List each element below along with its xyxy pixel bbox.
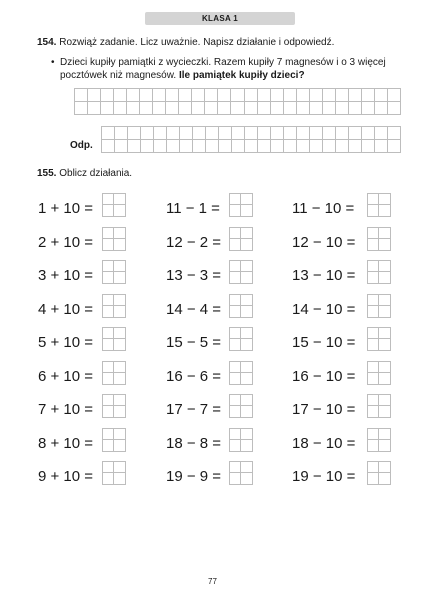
- grid-cell[interactable]: [140, 89, 153, 102]
- answer-box-cell[interactable]: [103, 328, 114, 339]
- grid-cell[interactable]: [284, 89, 297, 102]
- grid-cell[interactable]: [297, 102, 310, 115]
- answer-box-cell[interactable]: [368, 462, 379, 473]
- answer-box[interactable]: [229, 294, 253, 318]
- answer-box-cell[interactable]: [379, 261, 390, 272]
- grid-cell[interactable]: [297, 127, 310, 140]
- answer-box-cell[interactable]: [241, 306, 252, 317]
- answer-box-cell[interactable]: [241, 295, 252, 306]
- grid-cell[interactable]: [231, 89, 244, 102]
- grid-cell[interactable]: [127, 89, 140, 102]
- answer-box[interactable]: [229, 461, 253, 485]
- equation-text: 1 + 10 =: [38, 200, 94, 217]
- equation-text: 19 − 9 =: [166, 468, 222, 485]
- equation-text: 4 + 10 =: [38, 300, 94, 318]
- grid-cell[interactable]: [323, 127, 336, 140]
- grid-cell[interactable]: [167, 140, 180, 153]
- problem-question: Ile pamiątek kupiły dzieci?: [178, 70, 305, 81]
- grid-cell[interactable]: [349, 102, 362, 115]
- answer-box[interactable]: [102, 260, 126, 284]
- grid-cell[interactable]: [206, 140, 219, 153]
- grid-cell[interactable]: [154, 127, 167, 140]
- answer-box-cell[interactable]: [230, 306, 241, 317]
- answer-box-cell[interactable]: [103, 395, 114, 406]
- answer-box-cell[interactable]: [379, 406, 390, 417]
- grid-cell[interactable]: [101, 89, 114, 102]
- grid-cell[interactable]: [323, 89, 336, 102]
- answer-box-cell[interactable]: [241, 261, 252, 272]
- answer-grid[interactable]: [101, 126, 401, 153]
- answer-box-cell[interactable]: [241, 228, 252, 239]
- answer-box-cell[interactable]: [379, 473, 390, 484]
- grid-cell[interactable]: [349, 140, 362, 153]
- answer-box[interactable]: [229, 193, 253, 217]
- equation-text: 2 + 10 =: [38, 233, 94, 251]
- grid-cell[interactable]: [115, 127, 128, 140]
- grid-cell[interactable]: [362, 140, 375, 153]
- answer-box-cell[interactable]: [114, 395, 125, 406]
- answer-box[interactable]: [229, 394, 253, 418]
- grid-cell[interactable]: [219, 140, 232, 153]
- answer-box-cell[interactable]: [230, 473, 241, 484]
- grid-cell[interactable]: [336, 127, 349, 140]
- answer-box-cell[interactable]: [368, 228, 379, 239]
- grid-cell[interactable]: [231, 102, 244, 115]
- grid-cell[interactable]: [180, 140, 193, 153]
- grid-cell[interactable]: [271, 140, 284, 153]
- answer-box-cell[interactable]: [230, 339, 241, 350]
- grid-cell[interactable]: [218, 89, 231, 102]
- grid-cell[interactable]: [127, 102, 140, 115]
- grid-cell[interactable]: [102, 140, 115, 153]
- answer-box[interactable]: [367, 394, 391, 418]
- answer-box-cell[interactable]: [114, 429, 125, 440]
- answer-box-cell[interactable]: [230, 406, 241, 417]
- answer-box-cell[interactable]: [114, 440, 125, 451]
- answer-box-cell[interactable]: [103, 205, 114, 216]
- answer-box[interactable]: [367, 294, 391, 318]
- grid-cell[interactable]: [193, 127, 206, 140]
- answer-box-cell[interactable]: [230, 228, 241, 239]
- grid-cell[interactable]: [245, 89, 258, 102]
- answer-box-cell[interactable]: [230, 272, 241, 283]
- answer-box-cell[interactable]: [114, 462, 125, 473]
- answer-box[interactable]: [367, 361, 391, 385]
- grid-cell[interactable]: [388, 89, 401, 102]
- equation-text: 6 + 10 =: [38, 367, 94, 385]
- answer-box-cell[interactable]: [103, 406, 114, 417]
- answer-box-cell[interactable]: [368, 306, 379, 317]
- equation-text: 7 + 10 =: [38, 401, 94, 418]
- grid-cell[interactable]: [258, 102, 271, 115]
- answer-box-cell[interactable]: [103, 362, 114, 373]
- grid-cell[interactable]: [388, 140, 401, 153]
- answer-box-cell[interactable]: [379, 306, 390, 317]
- grid-cell[interactable]: [206, 127, 219, 140]
- equation-text: 11 − 10 =: [292, 200, 355, 217]
- equation-text: 13 − 3 =: [166, 267, 222, 284]
- grid-cell[interactable]: [310, 102, 323, 115]
- grid-cell[interactable]: [388, 102, 401, 115]
- grid-cell[interactable]: [297, 89, 310, 102]
- equation-text: 17 − 10 =: [292, 401, 356, 418]
- bullet-icon: •: [51, 57, 55, 68]
- answer-box[interactable]: [229, 327, 253, 351]
- answer-box-cell[interactable]: [230, 429, 241, 440]
- answer-box-cell[interactable]: [241, 440, 252, 451]
- answer-box-cell[interactable]: [114, 295, 125, 306]
- answer-box-cell[interactable]: [241, 239, 252, 250]
- answer-box-cell[interactable]: [230, 373, 241, 384]
- answer-box-cell[interactable]: [103, 239, 114, 250]
- answer-box-cell[interactable]: [114, 261, 125, 272]
- grid-cell[interactable]: [232, 127, 245, 140]
- grid-cell[interactable]: [88, 102, 101, 115]
- answer-box[interactable]: [367, 461, 391, 485]
- equation-text: 19 − 10 =: [292, 468, 356, 485]
- equation-text: 14 − 10 =: [292, 300, 356, 318]
- task-154-instruction: Rozwiąż zadanie. Licz uważnie. Napisz działanie i odpowiedź.: [59, 37, 335, 48]
- answer-box[interactable]: [229, 361, 253, 385]
- equation-text: 11 − 1 =: [166, 200, 220, 217]
- grid-cell[interactable]: [271, 102, 284, 115]
- grid-cell[interactable]: [284, 140, 297, 153]
- answer-box-cell[interactable]: [368, 205, 379, 216]
- answer-box-cell[interactable]: [114, 473, 125, 484]
- equation-text: 15 − 5 =: [166, 334, 222, 351]
- answer-box-cell[interactable]: [241, 362, 252, 373]
- grid-cell[interactable]: [310, 127, 323, 140]
- grid-cell[interactable]: [141, 127, 154, 140]
- answer-box-cell[interactable]: [379, 205, 390, 216]
- answer-box-cell[interactable]: [368, 261, 379, 272]
- grid-cell[interactable]: [271, 127, 284, 140]
- answer-box-cell[interactable]: [379, 440, 390, 451]
- answer-box-cell[interactable]: [241, 272, 252, 283]
- answer-box-cell[interactable]: [230, 205, 241, 216]
- answer-box-cell[interactable]: [103, 272, 114, 283]
- answer-box-cell[interactable]: [379, 295, 390, 306]
- answer-box-cell[interactable]: [379, 272, 390, 283]
- answer-box-cell[interactable]: [368, 429, 379, 440]
- answer-box-cell[interactable]: [103, 295, 114, 306]
- equation-text: 17 − 7 =: [166, 401, 222, 418]
- answer-box-cell[interactable]: [114, 228, 125, 239]
- answer-box-cell[interactable]: [114, 239, 125, 250]
- grid-cell[interactable]: [166, 89, 179, 102]
- grid-cell[interactable]: [115, 140, 128, 153]
- answer-box-cell[interactable]: [230, 328, 241, 339]
- answer-box[interactable]: [102, 193, 126, 217]
- answer-box[interactable]: [102, 461, 126, 485]
- answer-box-cell[interactable]: [241, 473, 252, 484]
- grid-cell[interactable]: [167, 127, 180, 140]
- answer-box-cell[interactable]: [241, 462, 252, 473]
- task-155-number: 155.: [37, 168, 57, 179]
- answer-box-cell[interactable]: [114, 362, 125, 373]
- answer-box-cell[interactable]: [103, 261, 114, 272]
- grid-cell[interactable]: [336, 140, 349, 153]
- grid-cell[interactable]: [88, 89, 101, 102]
- answer-box-cell[interactable]: [114, 306, 125, 317]
- grid-cell[interactable]: [349, 89, 362, 102]
- answer-box[interactable]: [229, 428, 253, 452]
- answer-box-cell[interactable]: [230, 239, 241, 250]
- grid-cell[interactable]: [336, 102, 349, 115]
- grid-cell[interactable]: [193, 140, 206, 153]
- answer-box-cell[interactable]: [230, 462, 241, 473]
- grid-cell[interactable]: [375, 102, 388, 115]
- answer-box[interactable]: [229, 260, 253, 284]
- answer-box[interactable]: [367, 260, 391, 284]
- answer-box-cell[interactable]: [379, 429, 390, 440]
- answer-box-cell[interactable]: [368, 440, 379, 451]
- answer-box-cell[interactable]: [230, 395, 241, 406]
- answer-box-cell[interactable]: [103, 194, 114, 205]
- grid-cell[interactable]: [218, 102, 231, 115]
- task-155-instruction: Oblicz działania.: [59, 168, 133, 179]
- answer-box-cell[interactable]: [379, 328, 390, 339]
- grid-cell[interactable]: [245, 140, 258, 153]
- answer-box[interactable]: [367, 227, 391, 251]
- answer-box-cell[interactable]: [368, 239, 379, 250]
- answer-box-cell[interactable]: [241, 395, 252, 406]
- answer-box-cell[interactable]: [230, 194, 241, 205]
- answer-box-cell[interactable]: [114, 205, 125, 216]
- answer-box-cell[interactable]: [241, 328, 252, 339]
- grid-cell[interactable]: [75, 102, 88, 115]
- grid-cell[interactable]: [180, 127, 193, 140]
- answer-box-cell[interactable]: [241, 373, 252, 384]
- grid-cell[interactable]: [102, 127, 115, 140]
- answer-box-cell[interactable]: [103, 306, 114, 317]
- grid-cell[interactable]: [362, 102, 375, 115]
- answer-box-cell[interactable]: [368, 328, 379, 339]
- answer-box-cell[interactable]: [368, 395, 379, 406]
- answer-box-cell[interactable]: [368, 406, 379, 417]
- grid-cell[interactable]: [284, 102, 297, 115]
- answer-box-cell[interactable]: [114, 194, 125, 205]
- task-155-heading: [37, 168, 132, 179]
- grid-cell[interactable]: [362, 127, 375, 140]
- grid-cell[interactable]: [232, 140, 245, 153]
- answer-box-cell[interactable]: [379, 239, 390, 250]
- answer-label: Odp.: [70, 140, 93, 151]
- grid-cell[interactable]: [192, 102, 205, 115]
- answer-box-cell[interactable]: [241, 429, 252, 440]
- grid-cell[interactable]: [114, 89, 127, 102]
- answer-box-cell[interactable]: [379, 228, 390, 239]
- equation-text: 5 + 10 =: [38, 334, 94, 351]
- answer-box-cell[interactable]: [241, 205, 252, 216]
- answer-box-cell[interactable]: [103, 429, 114, 440]
- grid-cell[interactable]: [128, 127, 141, 140]
- answer-box[interactable]: [367, 327, 391, 351]
- equation-text: 12 − 10 =: [292, 233, 356, 251]
- grid-cell[interactable]: [388, 127, 401, 140]
- page-number: 77: [208, 577, 217, 586]
- answer-box-cell[interactable]: [241, 406, 252, 417]
- equation-text: 16 − 6 =: [166, 367, 222, 385]
- answer-box-cell[interactable]: [379, 373, 390, 384]
- grid-cell[interactable]: [258, 140, 271, 153]
- answer-box[interactable]: [102, 294, 126, 318]
- grid-cell[interactable]: [101, 102, 114, 115]
- grid-cell[interactable]: [153, 102, 166, 115]
- grid-cell[interactable]: [75, 89, 88, 102]
- grid-cell[interactable]: [362, 89, 375, 102]
- grid-cell[interactable]: [349, 127, 362, 140]
- grid-cell[interactable]: [245, 102, 258, 115]
- answer-box-cell[interactable]: [379, 395, 390, 406]
- grid-cell[interactable]: [310, 140, 323, 153]
- answer-box-cell[interactable]: [368, 194, 379, 205]
- task-154-problem: [51, 56, 400, 82]
- answer-box-cell[interactable]: [379, 462, 390, 473]
- grid-cell[interactable]: [205, 89, 218, 102]
- equation-text: 18 − 8 =: [166, 434, 222, 452]
- answer-box-cell[interactable]: [230, 261, 241, 272]
- grid-cell[interactable]: [205, 102, 218, 115]
- answer-box-cell[interactable]: [114, 373, 125, 384]
- answer-box[interactable]: [102, 227, 126, 251]
- grid-cell[interactable]: [336, 89, 349, 102]
- grid-cell[interactable]: [179, 89, 192, 102]
- answer-box-cell[interactable]: [103, 339, 114, 350]
- equation-text: 15 − 10 =: [292, 334, 356, 351]
- equation-text: 12 − 2 =: [166, 233, 222, 251]
- class-header-label: KLASA 1: [145, 12, 295, 25]
- equation-text: 3 + 10 =: [38, 267, 94, 284]
- answer-box-cell[interactable]: [230, 440, 241, 451]
- answer-box-cell[interactable]: [379, 339, 390, 350]
- grid-cell[interactable]: [284, 127, 297, 140]
- answer-box-cell[interactable]: [114, 328, 125, 339]
- grid-cell[interactable]: [271, 89, 284, 102]
- answer-box-cell[interactable]: [103, 473, 114, 484]
- equation-text: 18 − 10 =: [292, 434, 356, 452]
- grid-cell[interactable]: [154, 140, 167, 153]
- answer-box-cell[interactable]: [103, 228, 114, 239]
- grid-cell[interactable]: [192, 89, 205, 102]
- answer-box[interactable]: [367, 428, 391, 452]
- grid-cell[interactable]: [375, 89, 388, 102]
- answer-box-cell[interactable]: [114, 406, 125, 417]
- grid-cell[interactable]: [297, 140, 310, 153]
- grid-cell[interactable]: [153, 89, 166, 102]
- equation-text: 9 + 10 =: [38, 468, 94, 485]
- answer-box-cell[interactable]: [368, 362, 379, 373]
- calculation-grid[interactable]: [74, 88, 401, 115]
- grid-cell[interactable]: [128, 140, 141, 153]
- answer-box-cell[interactable]: [114, 272, 125, 283]
- answer-box-cell[interactable]: [230, 295, 241, 306]
- answer-box-cell[interactable]: [368, 373, 379, 384]
- answer-box-cell[interactable]: [103, 373, 114, 384]
- answer-box-cell[interactable]: [368, 295, 379, 306]
- grid-cell[interactable]: [179, 102, 192, 115]
- answer-box-cell[interactable]: [368, 272, 379, 283]
- equation-text: 13 − 10 =: [292, 267, 356, 284]
- grid-cell[interactable]: [166, 102, 179, 115]
- problem-text: Dzieci kupiły pamiątki z wycieczki. Razem kupiły 7 magnesów i o 3 więcej pocztówek niż magnesów.: [60, 57, 386, 81]
- equation-text: 16 − 10 =: [292, 367, 356, 385]
- answer-box-cell[interactable]: [368, 473, 379, 484]
- answer-box-cell[interactable]: [379, 362, 390, 373]
- answer-box[interactable]: [102, 394, 126, 418]
- answer-box-cell[interactable]: [103, 440, 114, 451]
- answer-box[interactable]: [102, 428, 126, 452]
- grid-cell[interactable]: [245, 127, 258, 140]
- grid-cell[interactable]: [323, 140, 336, 153]
- answer-box[interactable]: [102, 361, 126, 385]
- grid-cell[interactable]: [258, 127, 271, 140]
- answer-box-cell[interactable]: [368, 339, 379, 350]
- grid-cell[interactable]: [375, 127, 388, 140]
- grid-cell[interactable]: [114, 102, 127, 115]
- equation-text: 8 + 10 =: [38, 434, 94, 452]
- grid-cell[interactable]: [258, 89, 271, 102]
- answer-box[interactable]: [367, 193, 391, 217]
- grid-cell[interactable]: [140, 102, 153, 115]
- answer-box-cell[interactable]: [230, 362, 241, 373]
- grid-cell[interactable]: [375, 140, 388, 153]
- answer-box-cell[interactable]: [103, 462, 114, 473]
- equation-text: 14 − 4 =: [166, 300, 222, 318]
- grid-cell[interactable]: [141, 140, 154, 153]
- answer-box-cell[interactable]: [114, 339, 125, 350]
- answer-box-cell[interactable]: [241, 194, 252, 205]
- answer-box-cell[interactable]: [241, 339, 252, 350]
- grid-cell[interactable]: [219, 127, 232, 140]
- answer-box[interactable]: [102, 327, 126, 351]
- task-154-heading: [37, 37, 334, 48]
- answer-box[interactable]: [229, 227, 253, 251]
- grid-cell[interactable]: [323, 102, 336, 115]
- task-154-number: 154.: [37, 37, 57, 48]
- grid-cell[interactable]: [310, 89, 323, 102]
- answer-box-cell[interactable]: [379, 194, 390, 205]
